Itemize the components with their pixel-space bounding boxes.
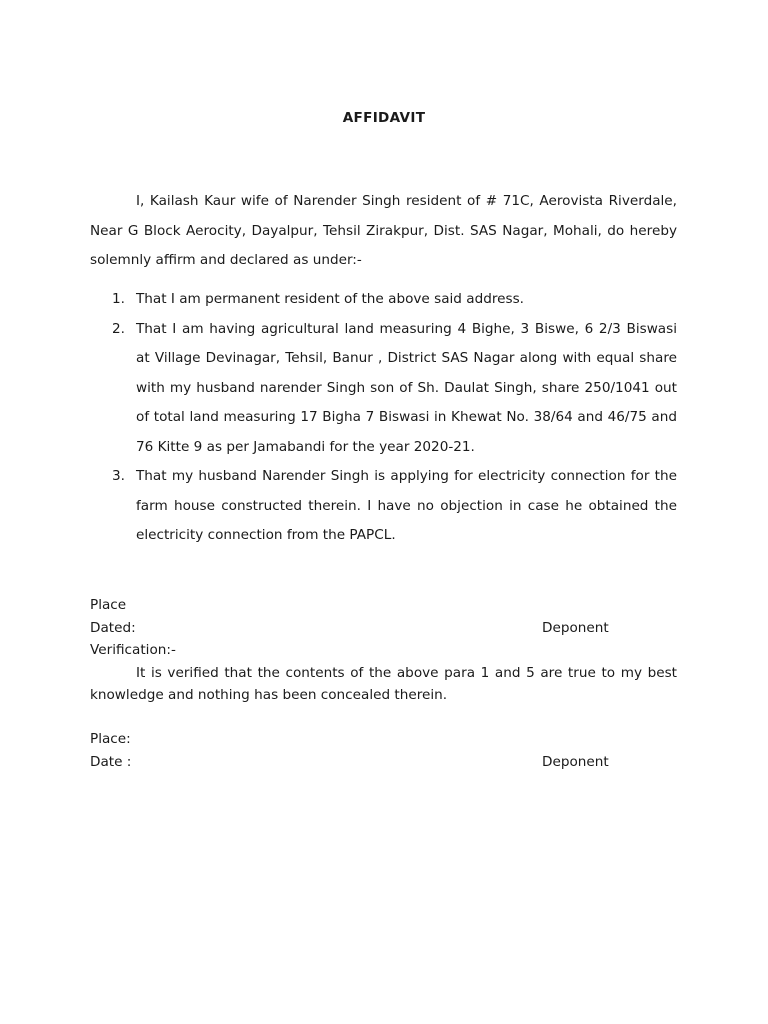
- list-item-text: That I am permanent resident of the above said address.: [136, 291, 524, 307]
- verification-heading-line: [90, 639, 677, 661]
- place-line: [90, 594, 677, 616]
- list-item: [90, 315, 677, 463]
- dated-line: [90, 617, 677, 639]
- list-item: [90, 462, 677, 551]
- date-label-2: Date :: [90, 754, 132, 770]
- place-line-2: [90, 728, 677, 750]
- deponent-label: Deponent: [542, 620, 609, 636]
- intro-paragraph: I, Kailash Kaur wife of Narender Singh resident of # 71C, Aerovista Riverdale, Near G Block Aerocity, Dayalpur, Tehsil Zirakpur, Dist. SAS Nagar, Mohali, do hereby solemnly affirm and declared as under:-: [90, 193, 677, 268]
- list-item-number: 2.: [112, 320, 125, 337]
- deponent-label-2: Deponent: [542, 754, 609, 770]
- dated-label: Dated:: [90, 620, 136, 636]
- date-line-2: [90, 751, 677, 773]
- affirmation-list: [90, 285, 677, 551]
- place-label-2: Place:: [90, 731, 131, 747]
- list-item: [90, 285, 677, 315]
- place-label: Place: [90, 597, 127, 613]
- list-item-text: That I am having agricultural land measuring 4 Bighe, 3 Biswe, 6 2/3 Biswasi at Village Devinagar, Tehsil, Banur , District SAS Nagar along with equal share with my husband narender Singh son of Sh. Daulat Singh, share 250/1041 out of total land measuring 17 Bigha 7 Biswasi in Khewat No. 38/64 and 46/75 and 76 Kitte 9 as per Jamabandi for the year 2020-21.: [136, 320, 677, 455]
- list-item-number: 3.: [112, 468, 125, 484]
- verification-paragraph: It is verified that the contents of the above para 1 and 5 are true to my best knowledge and nothing has been concealed therein.: [90, 665, 677, 703]
- list-item-number: 1.: [112, 291, 125, 307]
- list-item-text: That my husband Narender Singh is applying for electricity connection for the farm house constructed therein. I have no objection in case he obtained the electricity connection from the PAPCL.: [136, 468, 677, 543]
- verification-heading: Verification:-: [90, 642, 176, 658]
- document-title: AFFIDAVIT: [342, 110, 426, 126]
